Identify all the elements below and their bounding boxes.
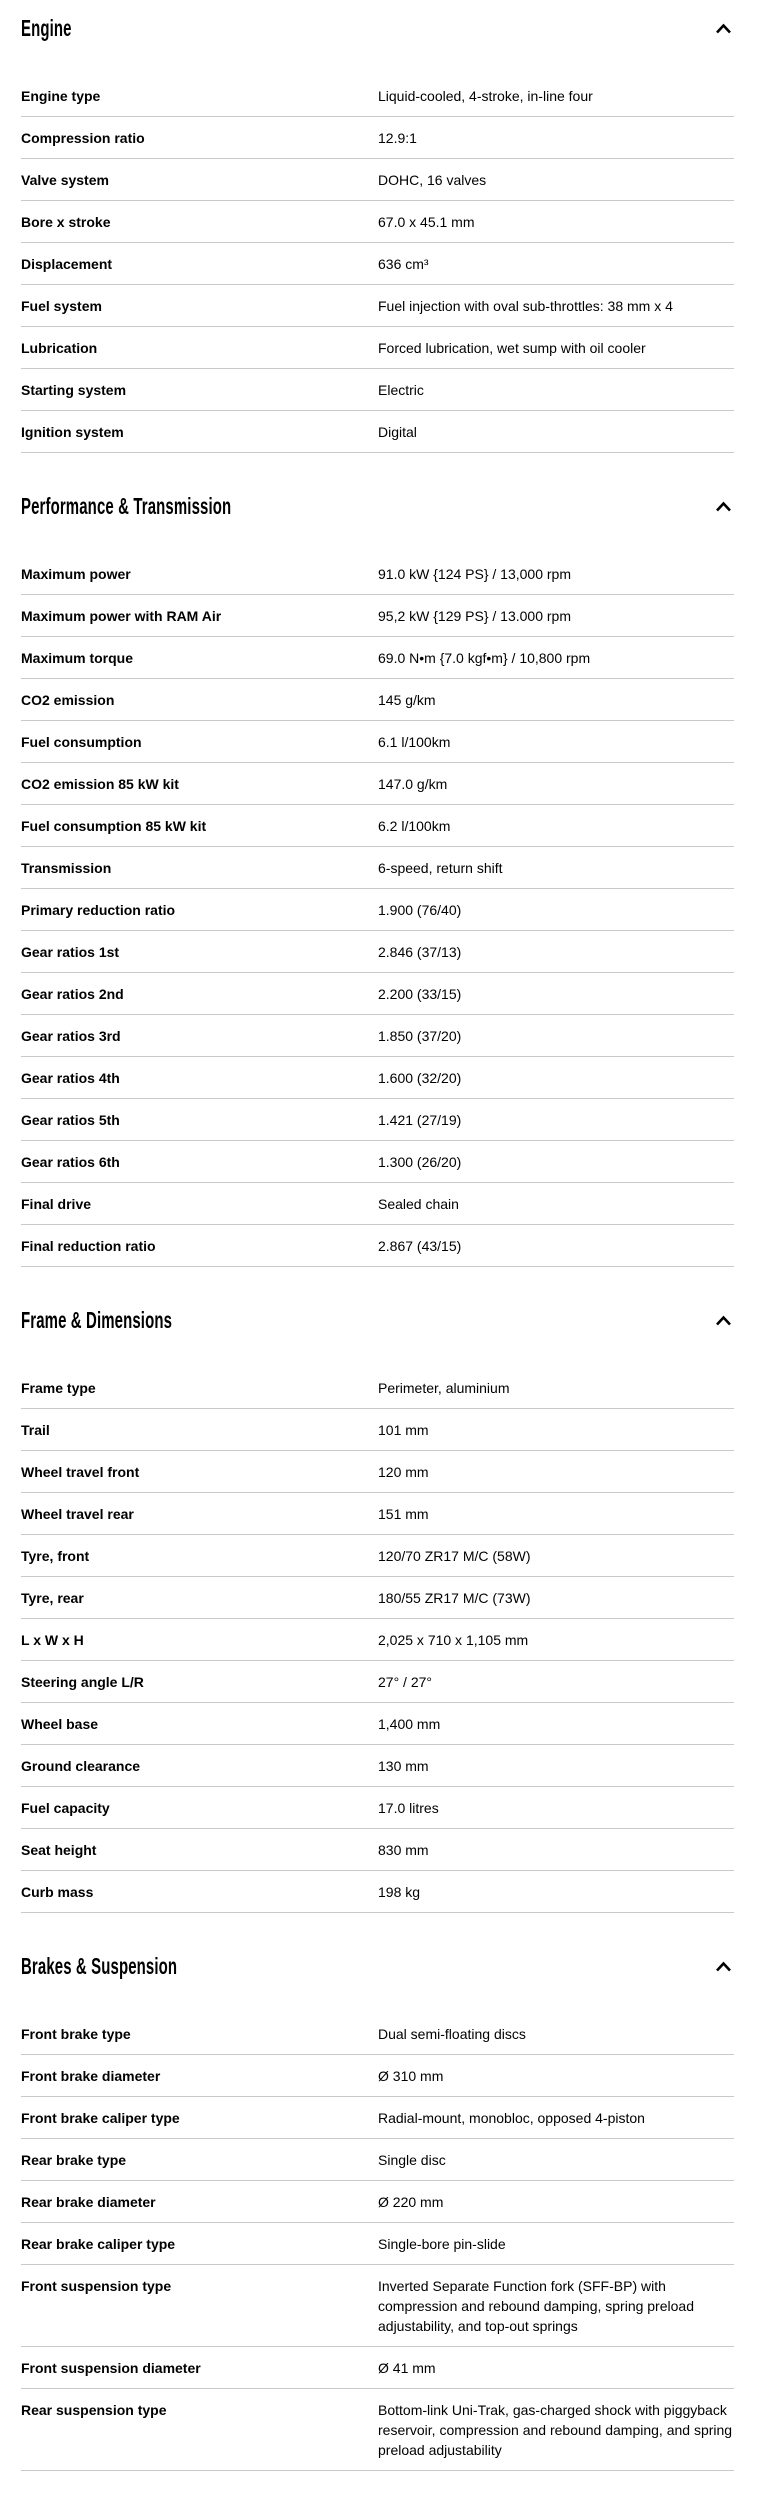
chevron-up-icon xyxy=(715,23,732,34)
spec-value: 69.0 N•m {7.0 kgf•m} / 10,800 rpm xyxy=(378,650,591,666)
spec-value: Dual semi-floating discs xyxy=(378,2026,526,2042)
spec-row xyxy=(21,2389,734,2471)
spec-row xyxy=(21,1493,734,1535)
spec-value: 1.900 (76/40) xyxy=(378,902,462,918)
spec-label: Rear brake caliper type xyxy=(21,2236,176,2252)
spec-label: Engine type xyxy=(21,88,101,104)
spec-row xyxy=(21,1787,734,1829)
section-rows xyxy=(21,75,734,453)
spec-row xyxy=(21,1141,734,1183)
spec-row xyxy=(21,1535,734,1577)
spec-row xyxy=(21,595,734,637)
spec-label: Gear ratios 6th xyxy=(21,1154,120,1170)
spec-label: Fuel capacity xyxy=(21,1800,110,1816)
spec-row xyxy=(21,201,734,243)
spec-row xyxy=(21,637,734,679)
spec-label: Trail xyxy=(21,1422,50,1438)
spec-row xyxy=(21,973,734,1015)
spec-row xyxy=(21,2139,734,2181)
spec-label: Gear ratios 1st xyxy=(21,944,120,960)
spec-value: 1.421 (27/19) xyxy=(378,1112,462,1128)
spec-value: 2.846 (37/13) xyxy=(378,944,462,960)
spec-row xyxy=(21,931,734,973)
spec-value: 6.2 l/100km xyxy=(378,818,451,834)
spec-section xyxy=(21,493,734,1267)
spec-value: 1,400 mm xyxy=(378,1716,441,1732)
spec-label: Final reduction ratio xyxy=(21,1238,156,1254)
spec-row xyxy=(21,2097,734,2139)
spec-label: Rear brake type xyxy=(21,2152,127,2168)
spec-value: 2,025 x 710 x 1,105 mm xyxy=(378,1632,529,1648)
spec-value: Inverted Separate Function fork (SFF-BP) with compression and rebound damping, spring preload adjustability, and top-out springs xyxy=(378,2278,694,2334)
spec-value: Liquid-cooled, 4-stroke, in-line four xyxy=(378,88,593,104)
spec-label: Valve system xyxy=(21,172,109,188)
spec-row xyxy=(21,721,734,763)
spec-label: Fuel consumption xyxy=(21,734,142,750)
spec-value: Ø 41 mm xyxy=(378,2360,436,2376)
spec-label: Front suspension diameter xyxy=(21,2360,201,2376)
section-title: Performance & Transmission xyxy=(21,493,232,519)
spec-value: 91.0 kW {124 PS} / 13,000 rpm xyxy=(378,566,572,582)
spec-value: 830 mm xyxy=(378,1842,429,1858)
spec-label: Rear brake diameter xyxy=(21,2194,156,2210)
section-header[interactable] xyxy=(21,493,734,519)
spec-label: Final drive xyxy=(21,1196,92,1212)
spec-row xyxy=(21,1099,734,1141)
spec-value: 1.600 (32/20) xyxy=(378,1070,462,1086)
section-rows xyxy=(21,2013,734,2471)
spec-row xyxy=(21,1661,734,1703)
spec-row xyxy=(21,1829,734,1871)
spec-row xyxy=(21,117,734,159)
spec-value: 151 mm xyxy=(378,1506,429,1522)
spec-label: CO2 emission 85 kW kit xyxy=(21,776,179,792)
spec-section xyxy=(21,1307,734,1913)
spec-label: Displacement xyxy=(21,256,113,272)
spec-value: Perimeter, aluminium xyxy=(378,1380,510,1396)
spec-value: 147.0 g/km xyxy=(378,776,448,792)
spec-row xyxy=(21,1225,734,1267)
spec-row xyxy=(21,889,734,931)
spec-row xyxy=(21,763,734,805)
spec-value: Electric xyxy=(378,382,424,398)
spec-value: 67.0 x 45.1 mm xyxy=(378,214,475,230)
section-rows xyxy=(21,1367,734,1913)
spec-row xyxy=(21,1619,734,1661)
spec-section xyxy=(21,1953,734,2471)
spec-label: Rear suspension type xyxy=(21,2402,167,2418)
spec-value: Single-bore pin-slide xyxy=(378,2236,506,2252)
spec-label: Fuel consumption 85 kW kit xyxy=(21,818,207,834)
spec-row xyxy=(21,1451,734,1493)
spec-value: 1.300 (26/20) xyxy=(378,1154,462,1170)
spec-row xyxy=(21,1367,734,1409)
spec-row xyxy=(21,75,734,117)
spec-label: Curb mass xyxy=(21,1884,94,1900)
spec-value: 6-speed, return shift xyxy=(378,860,503,876)
section-header[interactable] xyxy=(21,1307,734,1333)
section-header[interactable] xyxy=(21,15,734,41)
section-collapse-button[interactable] xyxy=(713,21,734,36)
spec-row xyxy=(21,1871,734,1913)
spec-value: 120 mm xyxy=(378,1464,429,1480)
spec-row xyxy=(21,2347,734,2389)
spec-row xyxy=(21,2055,734,2097)
spec-label: Gear ratios 4th xyxy=(21,1070,120,1086)
spec-label: Fuel system xyxy=(21,298,102,314)
spec-value: DOHC, 16 valves xyxy=(378,172,487,188)
spec-row xyxy=(21,285,734,327)
spec-label: Ignition system xyxy=(21,424,124,440)
spec-label: Front suspension type xyxy=(21,2278,172,2294)
spec-label: Wheel travel front xyxy=(21,1464,140,1480)
spec-row xyxy=(21,1409,734,1451)
chevron-up-icon xyxy=(715,501,732,512)
spec-label: Gear ratios 5th xyxy=(21,1112,120,1128)
spec-label: Gear ratios 3rd xyxy=(21,1028,121,1044)
spec-row xyxy=(21,1183,734,1225)
spec-label: Front brake diameter xyxy=(21,2068,161,2084)
spec-value: 1.850 (37/20) xyxy=(378,1028,462,1044)
section-title: Brakes & Suspension xyxy=(21,1953,178,1979)
spec-row xyxy=(21,2265,734,2347)
spec-label: Primary reduction ratio xyxy=(21,902,176,918)
spec-value: 2.867 (43/15) xyxy=(378,1238,462,1254)
spec-value: 145 g/km xyxy=(378,692,436,708)
spec-label: Maximum torque xyxy=(21,650,134,666)
spec-value: 101 mm xyxy=(378,1422,429,1438)
spec-label: Compression ratio xyxy=(21,130,145,146)
section-collapse-button[interactable] xyxy=(713,499,734,514)
spec-value: Digital xyxy=(378,424,417,440)
spec-row xyxy=(21,1703,734,1745)
spec-value: 12.9:1 xyxy=(378,130,417,146)
spec-value: Fuel injection with oval sub-throttles: 38 mm x 4 xyxy=(378,298,673,314)
spec-value: Ø 220 mm xyxy=(378,2194,444,2210)
spec-label: Frame type xyxy=(21,1380,96,1396)
spec-row xyxy=(21,805,734,847)
spec-label: Tyre, front xyxy=(21,1548,90,1564)
spec-row xyxy=(21,2013,734,2055)
spec-row xyxy=(21,2223,734,2265)
spec-value: 95,2 kW {129 PS} / 13.000 rpm xyxy=(378,608,572,624)
spec-value: 2.200 (33/15) xyxy=(378,986,462,1002)
spec-value: 130 mm xyxy=(378,1758,429,1774)
spec-label: Steering angle L/R xyxy=(21,1674,144,1690)
section-rows xyxy=(21,553,734,1267)
spec-value: Bottom-link Uni-Trak, gas-charged shock with piggyback reservoir, compression and rebound damping, and spring preload adjustability xyxy=(378,2402,733,2458)
section-title: Engine xyxy=(21,15,72,41)
spec-label: Ground clearance xyxy=(21,1758,141,1774)
spec-row xyxy=(21,1745,734,1787)
chevron-up-icon xyxy=(715,1315,732,1326)
spec-label: Gear ratios 2nd xyxy=(21,986,124,1002)
spec-section xyxy=(21,15,734,453)
sections-root xyxy=(21,15,734,2471)
section-collapse-button[interactable] xyxy=(713,1959,734,1974)
spec-row xyxy=(21,1057,734,1099)
spec-label: Wheel travel rear xyxy=(21,1506,134,1522)
spec-label: Wheel base xyxy=(21,1716,99,1732)
spec-label: Lubrication xyxy=(21,340,98,356)
section-header[interactable] xyxy=(21,1953,734,1979)
spec-value: 198 kg xyxy=(378,1884,421,1900)
spec-value: 636 cm³ xyxy=(378,256,429,272)
spec-label: CO2 emission xyxy=(21,692,115,708)
spec-label: Seat height xyxy=(21,1842,97,1858)
spec-label: Maximum power with RAM Air xyxy=(21,608,222,624)
spec-row xyxy=(21,411,734,453)
spec-label: Front brake type xyxy=(21,2026,131,2042)
spec-row xyxy=(21,159,734,201)
spec-row xyxy=(21,1015,734,1057)
spec-value: 180/55 ZR17 M/C (73W) xyxy=(378,1590,531,1606)
spec-value: Ø 310 mm xyxy=(378,2068,444,2084)
spec-label: L x W x H xyxy=(21,1632,84,1648)
spec-value: 6.1 l/100km xyxy=(378,734,451,750)
spec-row xyxy=(21,2181,734,2223)
spec-label: Tyre, rear xyxy=(21,1590,84,1606)
spec-value: Sealed chain xyxy=(378,1196,459,1212)
spec-row xyxy=(21,553,734,595)
spec-row xyxy=(21,847,734,889)
spec-row xyxy=(21,327,734,369)
spec-value: 17.0 litres xyxy=(378,1800,439,1816)
spec-label: Bore x stroke xyxy=(21,214,111,230)
chevron-up-icon xyxy=(715,1961,732,1972)
spec-label: Transmission xyxy=(21,860,112,876)
spec-row xyxy=(21,369,734,411)
spec-label: Maximum power xyxy=(21,566,131,582)
spec-row xyxy=(21,1577,734,1619)
spec-label: Front brake caliper type xyxy=(21,2110,180,2126)
spec-value: 27° / 27° xyxy=(378,1674,433,1690)
spec-row xyxy=(21,679,734,721)
spec-label: Starting system xyxy=(21,382,127,398)
spec-row xyxy=(21,243,734,285)
spec-value: Single disc xyxy=(378,2152,446,2168)
section-title: Frame & Dimensions xyxy=(21,1307,173,1333)
spec-value: Forced lubrication, wet sump with oil cooler xyxy=(378,340,646,356)
section-collapse-button[interactable] xyxy=(713,1313,734,1328)
spec-value: 120/70 ZR17 M/C (58W) xyxy=(378,1548,531,1564)
spec-value: Radial-mount, monobloc, opposed 4-piston xyxy=(378,2110,645,2126)
